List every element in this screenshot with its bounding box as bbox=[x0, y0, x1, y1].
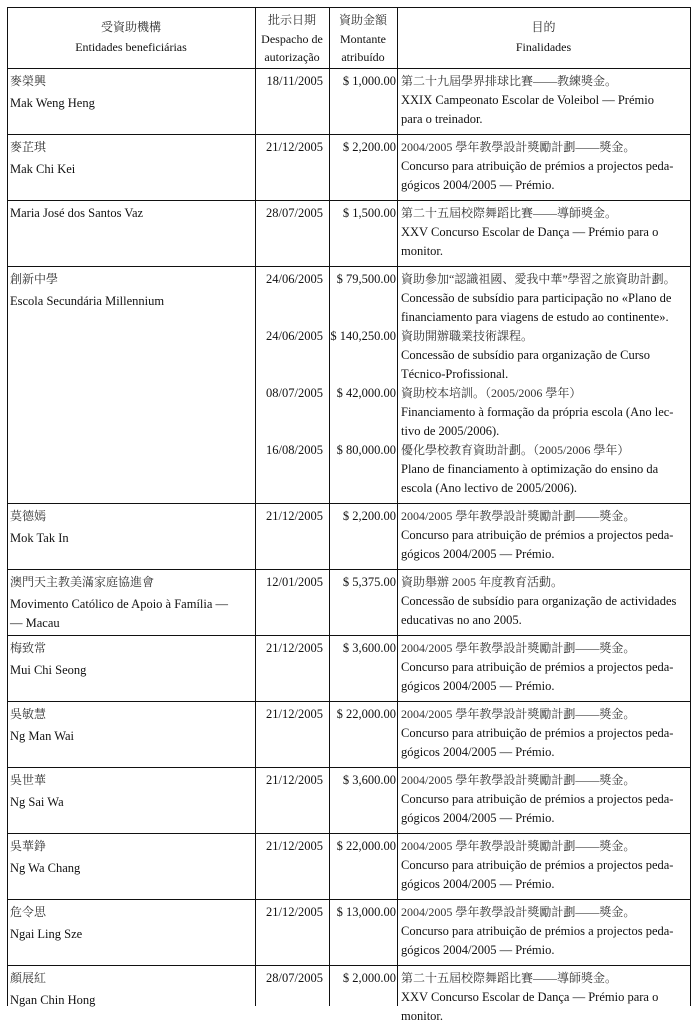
grant-purpose-zh: 資助開辦職業技術課程。 bbox=[401, 329, 534, 343]
table-rule bbox=[7, 7, 691, 8]
entity-name-pt: Ng Sai Wa bbox=[10, 795, 64, 809]
grant-date: 28/07/2005 bbox=[266, 971, 323, 985]
table-rule bbox=[7, 833, 691, 834]
grant-purpose-zh: 資助舉辦 2005 年度教育活動。 bbox=[401, 575, 564, 589]
table-rule bbox=[7, 767, 691, 768]
grant-date: 21/12/2005 bbox=[266, 707, 323, 721]
grant-date: 08/07/2005 bbox=[266, 386, 323, 400]
entity-name-pt: Mok Tak In bbox=[10, 531, 69, 545]
grant-date: 21/12/2005 bbox=[266, 140, 323, 154]
grant-date: 21/12/2005 bbox=[266, 509, 323, 523]
header-amount-pt2: atribuído bbox=[341, 50, 385, 64]
header-date-zh: 批示日期 bbox=[267, 13, 316, 27]
column-rule bbox=[255, 7, 256, 1006]
table-rule bbox=[7, 503, 691, 504]
grant-purpose-pt-line: gógicos 2004/2005 — Prémio. bbox=[401, 877, 555, 891]
entity-name-zh: 莫德嫣 bbox=[10, 509, 47, 523]
grant-amount: $ 3,600.00 bbox=[342, 641, 396, 655]
grant-amount: $ 80,000.00 bbox=[336, 443, 396, 457]
grant-purpose-pt-line: gógicos 2004/2005 — Prémio. bbox=[401, 679, 555, 693]
grant-purpose-pt-line: tivo de 2005/2006). bbox=[401, 424, 500, 438]
entity-name-pt: Escola Secundária Millennium bbox=[10, 294, 165, 308]
grant-amount: $ 2,000.00 bbox=[342, 971, 396, 985]
entity-name-zh: 吳華錚 bbox=[10, 839, 47, 853]
table-rule bbox=[7, 899, 691, 900]
grant-purpose-pt-line: para o treinador. bbox=[401, 112, 483, 126]
grant-date: 16/08/2005 bbox=[266, 443, 323, 457]
grant-purpose-zh: 2004/2005 學年教學設計獎勵計劃——獎金。 bbox=[401, 509, 636, 523]
grant-purpose-zh: 2004/2005 學年教學設計獎勵計劃——獎金。 bbox=[401, 905, 636, 919]
grant-amount: $ 13,000.00 bbox=[336, 905, 396, 919]
header-amount-zh: 資助金額 bbox=[338, 13, 387, 27]
entity-name-zh: 麥芷琪 bbox=[10, 140, 47, 154]
entity-name-zh: 顏展紅 bbox=[10, 971, 47, 985]
grant-date: 28/07/2005 bbox=[266, 206, 323, 220]
grant-purpose-pt-line: Concurso para atribuição de prémios a projectos peda- bbox=[401, 924, 674, 938]
grant-purpose-pt-line: Concessão de subsídio para participação no «Plano de bbox=[401, 291, 672, 305]
header-amount-pt1: Montante bbox=[340, 32, 386, 46]
header-entity-pt: Entidades beneficiárias bbox=[75, 40, 187, 54]
grant-purpose-zh: 資助參加“認識祖國、愛我中華”學習之旅資助計劃。 bbox=[401, 272, 676, 286]
table-rule bbox=[7, 569, 691, 570]
header-purpose-zh: 目的 bbox=[531, 20, 556, 34]
grant-amount: $ 2,200.00 bbox=[342, 509, 396, 523]
grant-date: 18/11/2005 bbox=[266, 74, 323, 88]
grant-date: 12/01/2005 bbox=[266, 575, 323, 589]
column-rule bbox=[397, 7, 398, 1006]
entity-name-pt-cont: — Macau bbox=[10, 616, 60, 630]
entity-name-pt: Mui Chi Seong bbox=[10, 663, 87, 677]
entity-name-zh: 吳世華 bbox=[10, 773, 47, 787]
grant-date: 24/06/2005 bbox=[266, 329, 323, 343]
grant-amount: $ 22,000.00 bbox=[336, 839, 396, 853]
entity-name-pt: Ngan Chin Hong bbox=[10, 993, 96, 1007]
entity-name-pt: Movimento Católico de Apoio à Família — bbox=[10, 597, 229, 611]
entity-name-pt: Mak Chi Kei bbox=[10, 162, 76, 176]
entity-name-zh: 吳敏慧 bbox=[10, 707, 47, 721]
column-rule bbox=[690, 7, 691, 1006]
grant-purpose-pt-line: Plano de financiamento à optimização do ensino da bbox=[401, 462, 659, 476]
grant-amount: $ 42,000.00 bbox=[336, 386, 396, 400]
grant-purpose-pt-line: gógicos 2004/2005 — Prémio. bbox=[401, 943, 555, 957]
grant-date: 21/12/2005 bbox=[266, 905, 323, 919]
column-rule bbox=[7, 7, 8, 1006]
grant-purpose-pt-line: monitor. bbox=[401, 1009, 444, 1023]
column-rule bbox=[329, 7, 330, 1006]
grant-purpose-pt-line: gógicos 2004/2005 — Prémio. bbox=[401, 547, 555, 561]
grant-date: 24/06/2005 bbox=[266, 272, 323, 286]
grant-amount: $ 1,500.00 bbox=[342, 206, 396, 220]
grant-amount: $ 3,600.00 bbox=[342, 773, 396, 787]
grant-amount: $ 22,000.00 bbox=[336, 707, 396, 721]
grant-purpose-pt-line: gógicos 2004/2005 — Prémio. bbox=[401, 811, 555, 825]
table-rule bbox=[7, 134, 691, 135]
grant-purpose-pt-line: monitor. bbox=[401, 244, 444, 258]
grant-purpose-pt-line: XXV Concurso Escolar de Dança — Prémio para o bbox=[401, 225, 659, 239]
grant-purpose-zh: 2004/2005 學年教學設計獎勵計劃——獎金。 bbox=[401, 140, 636, 154]
grant-amount: $ 79,500.00 bbox=[336, 272, 396, 286]
table-rule bbox=[7, 200, 691, 201]
header-date-pt1: Despacho de bbox=[261, 32, 323, 46]
grant-purpose-pt-line: Técnico-Profissional. bbox=[401, 367, 509, 381]
grant-purpose-pt-line: Concurso para atribuição de prémios a projectos peda- bbox=[401, 726, 674, 740]
header-date-pt2: autorização bbox=[264, 50, 320, 64]
grant-purpose-pt-line: educativas no ano 2005. bbox=[401, 613, 522, 627]
grant-purpose-zh: 2004/2005 學年教學設計獎勵計劃——獎金。 bbox=[401, 707, 636, 721]
grant-amount: $ 2,200.00 bbox=[342, 140, 396, 154]
entity-name-pt: Ngai Ling Sze bbox=[10, 927, 83, 941]
grant-purpose-zh: 第二十五屆校際舞蹈比賽——導師獎金。 bbox=[401, 206, 618, 220]
grant-date: 21/12/2005 bbox=[266, 641, 323, 655]
grant-purpose-zh: 優化學校教育資助計劃。（2005/2006 學年） bbox=[401, 443, 630, 457]
grant-purpose-pt-line: XXV Concurso Escolar de Dança — Prémio para o bbox=[401, 990, 659, 1004]
entity-name-pt: Ng Man Wai bbox=[10, 729, 75, 743]
grant-purpose-pt-line: Concurso para atribuição de prémios a projectos peda- bbox=[401, 858, 674, 872]
grant-purpose-pt-line: gógicos 2004/2005 — Prémio. bbox=[401, 178, 555, 192]
grant-purpose-pt-line: Concessão de subsídio para organização de actividades bbox=[401, 594, 677, 608]
grant-purpose-zh: 資助校本培訓。（2005/2006 學年） bbox=[401, 386, 582, 400]
table-rule bbox=[7, 266, 691, 267]
grant-amount: $ 5,375.00 bbox=[342, 575, 396, 589]
entity-name-pt: Ng Wa Chang bbox=[10, 861, 81, 875]
grant-purpose-zh: 第二十九屆學界排球比賽——教練獎金。 bbox=[401, 74, 618, 88]
table-rule bbox=[7, 965, 691, 966]
entity-name-zh: 創新中學 bbox=[10, 272, 59, 286]
entity-name-zh: 麥榮興 bbox=[10, 74, 47, 88]
table-rule bbox=[7, 701, 691, 702]
grant-purpose-zh: 第二十五屆校際舞蹈比賽——導師獎金。 bbox=[401, 971, 618, 985]
table-rule bbox=[7, 635, 691, 636]
table-rule bbox=[7, 68, 691, 69]
grant-purpose-zh: 2004/2005 學年教學設計獎勵計劃——獎金。 bbox=[401, 641, 636, 655]
grant-amount: $ 1,000.00 bbox=[342, 74, 396, 88]
entity-name-zh: 澳門天主教美滿家庭協進會 bbox=[10, 575, 155, 589]
grant-purpose-pt-line: Concessão de subsídio para organização de Curso bbox=[401, 348, 651, 362]
grant-amount: $ 140,250.00 bbox=[330, 329, 396, 343]
entity-name-pt: Mak Weng Heng bbox=[10, 96, 95, 110]
grant-purpose-pt-line: escola (Ano lectivo de 2005/2006). bbox=[401, 481, 577, 495]
grant-purpose-zh: 2004/2005 學年教學設計獎勵計劃——獎金。 bbox=[401, 773, 636, 787]
grant-purpose-pt-line: Concurso para atribuição de prémios a projectos peda- bbox=[401, 159, 674, 173]
grant-date: 21/12/2005 bbox=[266, 773, 323, 787]
grant-purpose-pt-line: Concurso para atribuição de prémios a projectos peda- bbox=[401, 660, 674, 674]
grant-date: 21/12/2005 bbox=[266, 839, 323, 853]
header-entity-zh: 受資助機構 bbox=[100, 20, 161, 34]
header-purpose-pt: Finalidades bbox=[515, 40, 572, 54]
grant-purpose-pt-line: financiamento para viagens de estudo ao continente». bbox=[401, 310, 669, 324]
entity-name-zh: 危令思 bbox=[10, 905, 47, 919]
grant-purpose-pt-line: XXIX Campeonato Escolar de Voleibol — Prémio bbox=[401, 93, 654, 107]
grant-purpose-pt-line: Financiamento à formação da própria escola (Ano lec- bbox=[401, 405, 674, 419]
entity-name-zh: 梅致常 bbox=[10, 641, 47, 655]
grant-purpose-pt-line: gógicos 2004/2005 — Prémio. bbox=[401, 745, 555, 759]
grant-purpose-zh: 2004/2005 學年教學設計獎勵計劃——獎金。 bbox=[401, 839, 636, 853]
grant-purpose-pt-line: Concurso para atribuição de prémios a projectos peda- bbox=[401, 528, 674, 542]
grant-purpose-pt-line: Concurso para atribuição de prémios a projectos peda- bbox=[401, 792, 674, 806]
entity-name-pt: Maria José dos Santos Vaz bbox=[10, 206, 144, 220]
